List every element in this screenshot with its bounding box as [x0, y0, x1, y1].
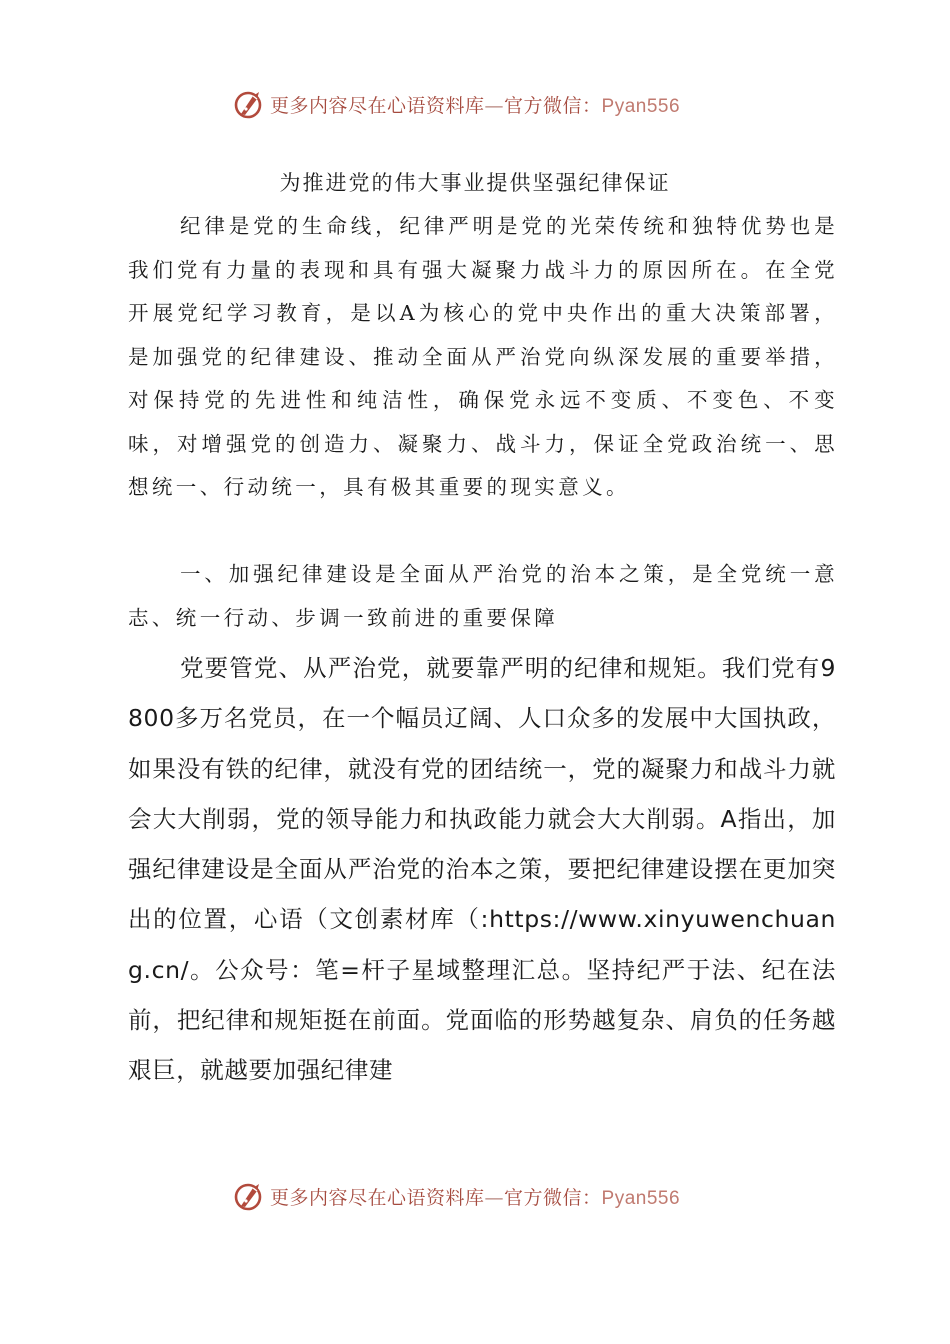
watermark-text [270, 1183, 680, 1210]
pen-nib-logo-icon [232, 87, 266, 121]
watermark-contact-label: 官方微信： [504, 94, 602, 117]
section-heading: 一、加强纪律建设是全面从严治党的治本之策，是全党统一意志、统一行动、步调一致前进的重要保障 [128, 562, 838, 630]
paragraph-intro: 纪律是党的生命线，纪律严明是党的光荣传统和独特优势也是我们党有力量的表现和具有强大凝聚力战斗力的原因所在。在全党开展党纪学习教育，是以A为核心的党中央作出的重大决策部署，是加强党的纪律建设、推动全面从严治党向纵深发展的重要举措，对保持党的先进性和纯洁性，确保党永远不变质、不变色、不变味，对增强党的创造力、凝聚力、战斗力，保证全党政治统一、思想统一、行动统一，具有极其重要的现实意义。 [128, 214, 838, 499]
watermark-label: 更多内容尽在心语资料库 [270, 1186, 485, 1209]
pen-nib-logo-icon [232, 1179, 266, 1213]
watermark-contact-id: Pyan556 [601, 95, 681, 117]
watermark-label: 更多内容尽在心语资料库 [270, 94, 485, 117]
watermark-separator: — [484, 1186, 505, 1209]
paragraph-body: 党要管党、从严治党，就要靠严明的纪律和规矩。我们党有9800多万名党员，在一个幅员辽阔、人口众多的发展中大国执政，如果没有铁的纪律，就没有党的团结统一，党的凝聚力和战斗力就会大大削弱，党的领导能力和执政能力就会大大削弱。A指出，加强纪律建设是全面从严治党的治本之策，要把纪律建设摆在更加突出的位置，心语（文创素材库（:https://www.xinyuwenchuang.cn/。公众号：笔=杆子星域整理汇总。坚持纪严于法、纪在法前，把纪律和规矩挺在前面。党面临的形势越复杂、肩负的任务越艰巨，就越要加强纪律建 [128, 654, 836, 1085]
watermark-contact-id: Pyan556 [601, 1187, 681, 1209]
watermark-contact-label: 官方微信： [504, 1186, 602, 1209]
document-title: 为推进党的伟大事业提供坚强纪律保证 [279, 171, 671, 195]
watermark-text [270, 91, 680, 118]
watermark-separator: — [484, 94, 505, 117]
header-watermark [232, 86, 680, 122]
footer-watermark [232, 1178, 680, 1214]
